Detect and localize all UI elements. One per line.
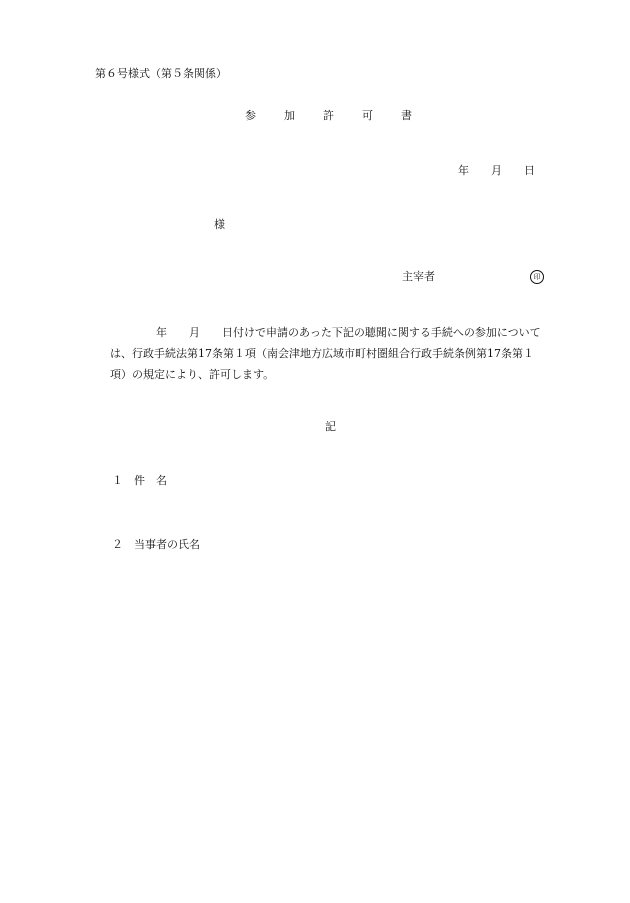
item-case-name [112, 474, 167, 488]
form-number: 第６号様式（第５条関係） [95, 67, 227, 80]
date-year: 年 [458, 164, 469, 177]
document-title [245, 109, 412, 123]
title-char: 可 [362, 109, 373, 122]
title-char: 参 [245, 109, 256, 122]
body-line-1 [110, 322, 580, 343]
seal-mark: 印 [530, 270, 544, 284]
body-line-3: 項）の規定により、許可します。 [110, 368, 275, 381]
organizer-label: 主宰者 [402, 270, 435, 283]
date-line [458, 164, 535, 178]
body-line-2: は、行政手続法第17条第１項（南会津地方広域市町村圏組合行政手続条例第17条第１ [110, 347, 534, 360]
ki-heading: 記 [325, 420, 336, 433]
item-number: １ [112, 474, 123, 487]
date-month: 月 [491, 164, 502, 177]
item-party-name [112, 538, 200, 552]
body-month: 月 [189, 326, 200, 339]
addressee-honorific: 様 [214, 218, 225, 231]
title-char: 書 [401, 109, 412, 122]
title-char: 加 [284, 109, 295, 122]
item-label: 当事者の氏名 [134, 538, 200, 551]
body-line1-rest: 日付けで申請のあった下記の聴聞に関する手続への参加について [222, 326, 541, 339]
body-year: 年 [156, 326, 167, 339]
body-paragraph [110, 322, 580, 385]
item-label: 件 名 [134, 474, 167, 487]
item-number: ２ [112, 538, 123, 551]
date-day: 日 [524, 164, 535, 177]
title-char: 許 [323, 109, 334, 122]
